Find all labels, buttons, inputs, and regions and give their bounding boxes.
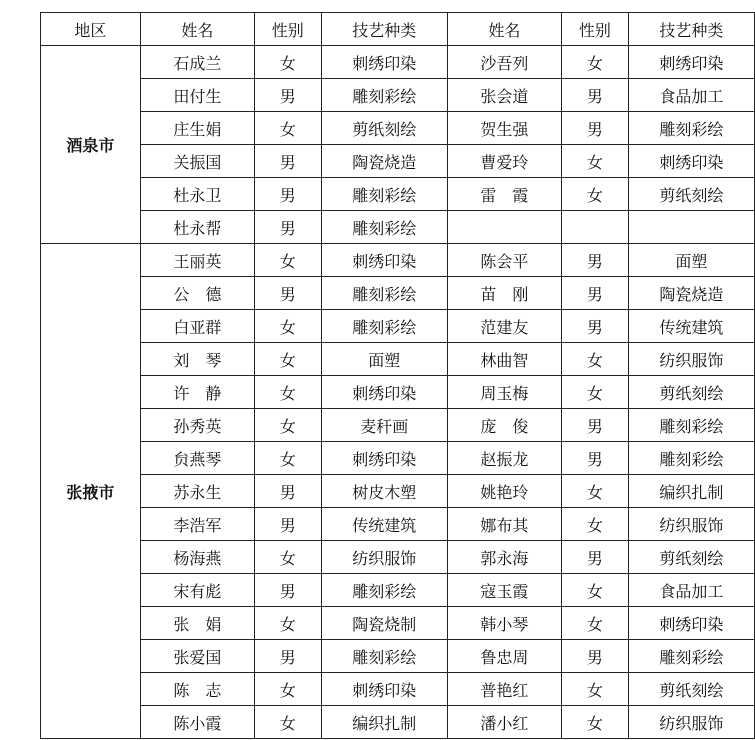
cell-gender-right: 女 — [561, 343, 628, 376]
table-row — [41, 706, 755, 739]
cell-skill-left: 雕刻彩绘 — [321, 574, 447, 607]
cell-gender-right: 女 — [561, 607, 628, 640]
cell-gender-left: 女 — [254, 673, 321, 706]
cell-skill-left: 雕刻彩绘 — [321, 277, 447, 310]
cell-name-left: 刘 琴 — [140, 343, 254, 376]
cell-name-right: 姚艳玲 — [447, 475, 561, 508]
table-row — [41, 442, 755, 475]
cell-skill-right: 陶瓷烧造 — [628, 277, 754, 310]
header-gender-right: 性别 — [561, 13, 628, 46]
cell-skill-left: 雕刻彩绘 — [321, 310, 447, 343]
cell-name-left: 孙秀英 — [140, 409, 254, 442]
cell-skill-left: 刺绣印染 — [321, 376, 447, 409]
cell-gender-right: 男 — [561, 310, 628, 343]
cell-skill-left: 麦秆画 — [321, 409, 447, 442]
cell-gender-left: 男 — [254, 475, 321, 508]
cell-skill-left: 雕刻彩绘 — [321, 640, 447, 673]
cell-name-left: 陈 志 — [140, 673, 254, 706]
cell-gender-left: 女 — [254, 706, 321, 739]
cell-name-left: 宋有彪 — [140, 574, 254, 607]
cell-skill-left: 雕刻彩绘 — [321, 211, 447, 244]
cell-skill-left: 刺绣印染 — [321, 673, 447, 706]
cell-skill-left: 面塑 — [321, 343, 447, 376]
cell-gender-right: 女 — [561, 145, 628, 178]
table-row — [41, 112, 755, 145]
header-skill-right: 技艺种类 — [628, 13, 754, 46]
cell-skill-right: 剪纸刻绘 — [628, 178, 754, 211]
cell-name-left: 李浩军 — [140, 508, 254, 541]
cell-gender-left: 男 — [254, 178, 321, 211]
table-row — [41, 310, 755, 343]
region-cell: 酒泉市 — [41, 46, 141, 244]
cell-name-right: 郭永海 — [447, 541, 561, 574]
cell-name-left: 石成兰 — [140, 46, 254, 79]
cell-gender-left: 男 — [254, 277, 321, 310]
cell-skill-right: 刺绣印染 — [628, 46, 754, 79]
cell-skill-left: 刺绣印染 — [321, 244, 447, 277]
header-gender-left: 性别 — [254, 13, 321, 46]
cell-name-left: 田付生 — [140, 79, 254, 112]
cell-name-left: 公 德 — [140, 277, 254, 310]
cell-name-left: 杜永卫 — [140, 178, 254, 211]
cell-skill-right: 编织扎制 — [628, 475, 754, 508]
cell-name-right — [447, 211, 561, 244]
cell-name-right: 雷 霞 — [447, 178, 561, 211]
cell-name-right: 沙吾列 — [447, 46, 561, 79]
table-row — [41, 343, 755, 376]
cell-gender-right: 男 — [561, 442, 628, 475]
cell-gender-left: 女 — [254, 310, 321, 343]
cell-name-right: 张会道 — [447, 79, 561, 112]
cell-skill-right: 雕刻彩绘 — [628, 409, 754, 442]
cell-gender-right: 男 — [561, 244, 628, 277]
cell-name-left: 关振国 — [140, 145, 254, 178]
cell-gender-right: 女 — [561, 178, 628, 211]
cell-skill-right: 剪纸刻绘 — [628, 541, 754, 574]
cell-skill-left: 陶瓷烧造 — [321, 145, 447, 178]
cell-skill-right: 刺绣印染 — [628, 145, 754, 178]
cell-name-left: 贠燕琴 — [140, 442, 254, 475]
cell-name-right: 林曲智 — [447, 343, 561, 376]
table-row — [41, 574, 755, 607]
cell-gender-left: 女 — [254, 112, 321, 145]
cell-skill-right: 剪纸刻绘 — [628, 376, 754, 409]
cell-skill-right: 雕刻彩绘 — [628, 442, 754, 475]
cell-skill-left: 刺绣印染 — [321, 46, 447, 79]
cell-gender-left: 男 — [254, 145, 321, 178]
cell-name-right: 普艳红 — [447, 673, 561, 706]
cell-gender-right: 男 — [561, 112, 628, 145]
cell-gender-left: 男 — [254, 508, 321, 541]
cell-skill-left: 编织扎制 — [321, 706, 447, 739]
cell-gender-right: 男 — [561, 640, 628, 673]
table-row — [41, 46, 755, 79]
table-row — [41, 145, 755, 178]
cell-gender-left: 男 — [254, 211, 321, 244]
cell-name-right: 赵振龙 — [447, 442, 561, 475]
table-row — [41, 409, 755, 442]
cell-skill-right: 面塑 — [628, 244, 754, 277]
cell-name-left: 许 静 — [140, 376, 254, 409]
header-row — [41, 13, 755, 46]
cell-skill-left: 雕刻彩绘 — [321, 178, 447, 211]
cell-gender-left: 男 — [254, 79, 321, 112]
cell-skill-left: 雕刻彩绘 — [321, 79, 447, 112]
cell-gender-left: 女 — [254, 541, 321, 574]
cell-skill-left: 陶瓷烧制 — [321, 607, 447, 640]
cell-gender-left: 女 — [254, 376, 321, 409]
table-row — [41, 475, 755, 508]
cell-skill-left: 传统建筑 — [321, 508, 447, 541]
cell-skill-left: 刺绣印染 — [321, 442, 447, 475]
cell-skill-right: 传统建筑 — [628, 310, 754, 343]
table-row — [41, 640, 755, 673]
table-row — [41, 673, 755, 706]
region-cell: 张掖市 — [41, 244, 141, 739]
cell-gender-right: 女 — [561, 574, 628, 607]
cell-name-left: 白亚群 — [140, 310, 254, 343]
cell-gender-left: 男 — [254, 574, 321, 607]
cell-name-left: 杜永帮 — [140, 211, 254, 244]
cell-skill-right: 食品加工 — [628, 574, 754, 607]
cell-skill-left: 纺织服饰 — [321, 541, 447, 574]
table-row — [41, 244, 755, 277]
cell-name-left: 王丽英 — [140, 244, 254, 277]
cell-name-right: 苗 刚 — [447, 277, 561, 310]
cell-name-right: 鲁忠周 — [447, 640, 561, 673]
cell-name-right: 曹爱玲 — [447, 145, 561, 178]
table-row — [41, 541, 755, 574]
cell-gender-right: 男 — [561, 409, 628, 442]
cell-gender-right: 男 — [561, 277, 628, 310]
cell-name-right: 陈会平 — [447, 244, 561, 277]
cell-gender-left: 女 — [254, 442, 321, 475]
table-row — [41, 607, 755, 640]
cell-skill-right: 纺织服饰 — [628, 508, 754, 541]
table-row — [41, 178, 755, 211]
header-name-right: 姓名 — [447, 13, 561, 46]
cell-name-left: 张 娟 — [140, 607, 254, 640]
cell-gender-left: 女 — [254, 244, 321, 277]
header-skill-left: 技艺种类 — [321, 13, 447, 46]
cell-skill-right: 纺织服饰 — [628, 343, 754, 376]
cell-gender-right: 男 — [561, 541, 628, 574]
cell-gender-left: 女 — [254, 343, 321, 376]
cell-gender-right: 男 — [561, 79, 628, 112]
cell-name-right: 娜布其 — [447, 508, 561, 541]
cell-name-right: 周玉梅 — [447, 376, 561, 409]
cell-gender-right: 女 — [561, 376, 628, 409]
cell-gender-left: 女 — [254, 46, 321, 79]
cell-skill-left: 树皮木塑 — [321, 475, 447, 508]
cell-skill-right — [628, 211, 754, 244]
cell-skill-left: 剪纸刻绘 — [321, 112, 447, 145]
roster-body — [41, 46, 755, 739]
cell-name-right: 韩小琴 — [447, 607, 561, 640]
cell-gender-left: 女 — [254, 607, 321, 640]
cell-skill-right: 纺织服饰 — [628, 706, 754, 739]
cell-name-left: 庄生娟 — [140, 112, 254, 145]
header-region: 地区 — [41, 13, 141, 46]
cell-name-right: 潘小红 — [447, 706, 561, 739]
cell-name-right: 庞 俊 — [447, 409, 561, 442]
cell-skill-right: 雕刻彩绘 — [628, 640, 754, 673]
cell-gender-right: 女 — [561, 46, 628, 79]
cell-gender-right: 女 — [561, 475, 628, 508]
cell-gender-right: 女 — [561, 706, 628, 739]
cell-skill-right: 食品加工 — [628, 79, 754, 112]
cell-name-left: 杨海燕 — [140, 541, 254, 574]
table-row — [41, 508, 755, 541]
artisan-roster-table — [40, 12, 755, 739]
header-name-left: 姓名 — [140, 13, 254, 46]
cell-skill-right: 雕刻彩绘 — [628, 112, 754, 145]
cell-name-left: 陈小霞 — [140, 706, 254, 739]
cell-gender-right — [561, 211, 628, 244]
cell-skill-right: 刺绣印染 — [628, 607, 754, 640]
cell-gender-left: 女 — [254, 409, 321, 442]
cell-name-left: 张爱国 — [140, 640, 254, 673]
cell-gender-left: 男 — [254, 640, 321, 673]
cell-gender-right: 女 — [561, 673, 628, 706]
cell-name-right: 范建友 — [447, 310, 561, 343]
cell-name-right: 贺生强 — [447, 112, 561, 145]
cell-gender-right: 女 — [561, 508, 628, 541]
table-row — [41, 79, 755, 112]
table-row — [41, 376, 755, 409]
cell-skill-right: 剪纸刻绘 — [628, 673, 754, 706]
table-row — [41, 211, 755, 244]
cell-name-left: 苏永生 — [140, 475, 254, 508]
cell-name-right: 寇玉霞 — [447, 574, 561, 607]
table-row — [41, 277, 755, 310]
